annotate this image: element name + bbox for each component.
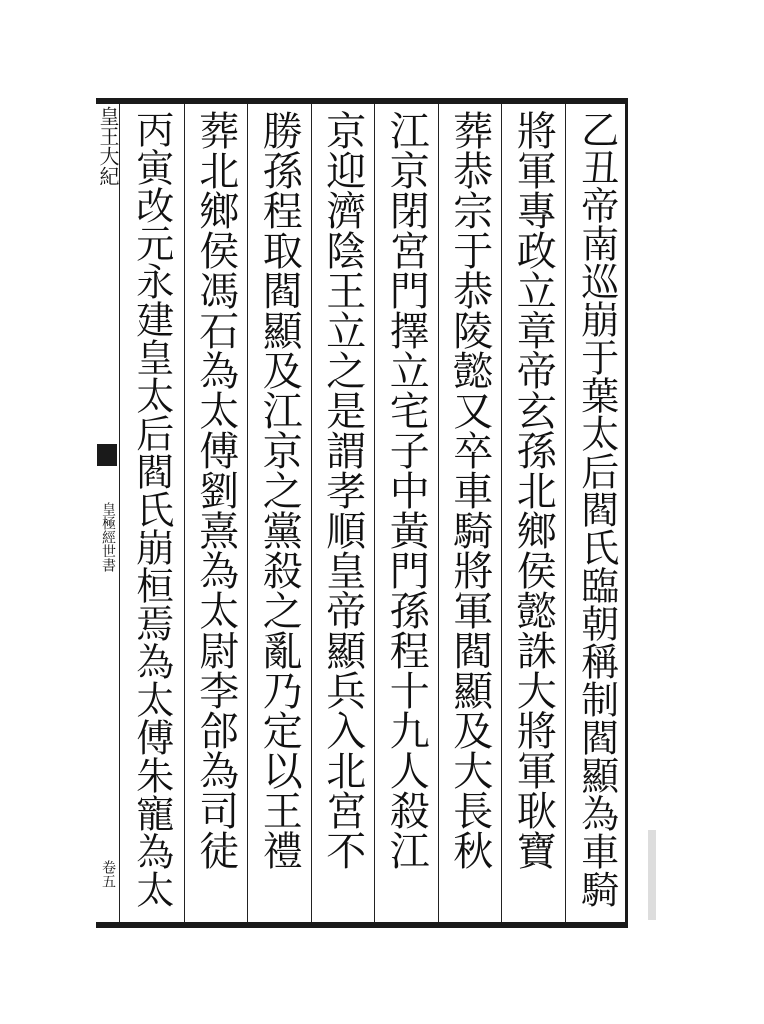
column-text: 勝孫程取閻顯及江京之黨殺之亂乃定以王禮: [256, 110, 303, 870]
text-body: [120, 104, 628, 922]
text-column: [311, 104, 375, 922]
margin-title: 皇王大紀: [96, 106, 120, 186]
text-column: [374, 104, 438, 922]
margin-page-number: 卷五: [100, 860, 116, 888]
text-column: [501, 104, 565, 922]
text-column: [120, 104, 184, 922]
book-margin: [96, 104, 120, 922]
text-column: [184, 104, 248, 922]
column-text: 葬恭宗于恭陵懿又卒車騎將軍閻顯及大長秋: [446, 110, 493, 870]
text-column: [565, 104, 629, 922]
column-text: 乙丑帝南巡崩于葉太后閻氏臨朝稱制閻顯為車騎: [574, 110, 619, 908]
fish-tail-mark: [97, 444, 117, 466]
column-text: 葬北鄉侯馮石為太傅劉熹為太尉李郃為司徒: [192, 110, 239, 870]
column-text: 將軍專政立章帝玄孫北鄉侯懿誅大將軍耿寶: [510, 110, 557, 870]
column-text: 京迎濟陰王立之是謂孝順皇帝顯兵入北宮不: [319, 110, 366, 870]
page-edge-shadow: [648, 830, 656, 920]
column-text: 江京閉宮門擇立宅子中黃門孫程十九人殺江: [383, 110, 430, 870]
text-column: [438, 104, 502, 922]
column-text: 丙寅改元永建皇太后閻氏崩桓焉為太傅朱寵為太: [129, 110, 174, 908]
margin-series-title: 皇極經世書: [100, 502, 116, 572]
text-column: [247, 104, 311, 922]
